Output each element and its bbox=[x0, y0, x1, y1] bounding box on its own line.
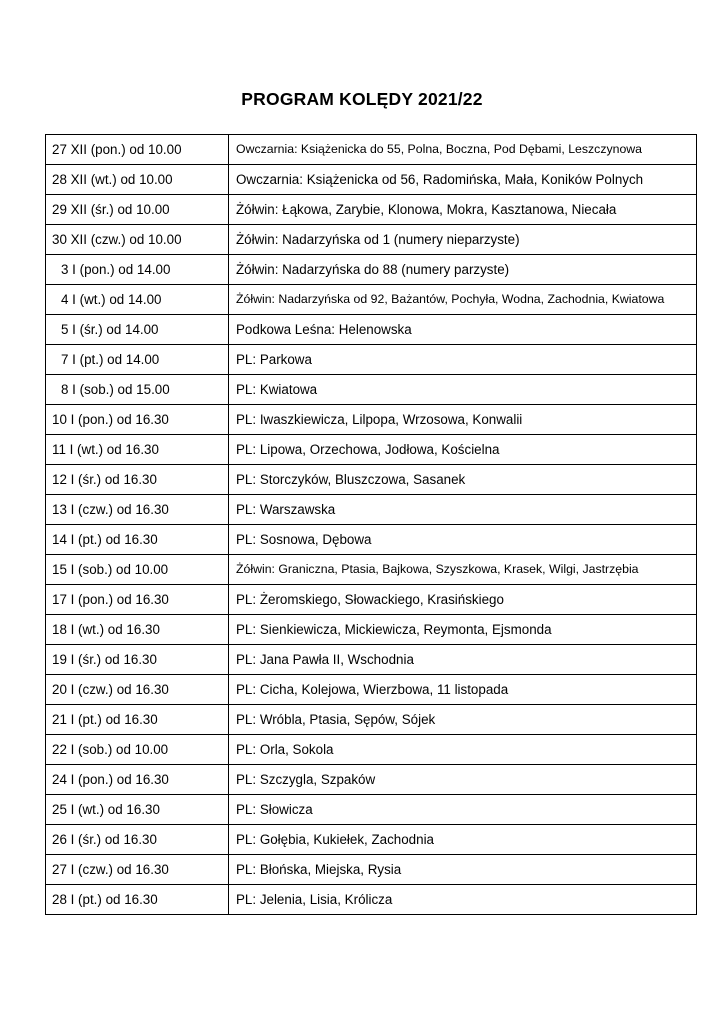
streets-cell: Żółwin: Nadarzyńska do 88 (numery parzyste) bbox=[229, 255, 697, 285]
streets-cell: Podkowa Leśna: Helenowska bbox=[229, 315, 697, 345]
streets-cell: PL: Sienkiewicza, Mickiewicza, Reymonta, Ejsmonda bbox=[229, 615, 697, 645]
date-cell: 15 I (sob.) od 10.00 bbox=[46, 555, 229, 585]
streets-cell: PL: Gołębia, Kukiełek, Zachodnia bbox=[229, 825, 697, 855]
streets-cell: PL: Wróbla, Ptasia, Sępów, Sójek bbox=[229, 705, 697, 735]
table-row bbox=[46, 435, 697, 465]
date-cell: 29 XII (śr.) od 10.00 bbox=[46, 195, 229, 225]
table-row bbox=[46, 765, 697, 795]
date-cell: 3 I (pon.) od 14.00 bbox=[46, 255, 229, 285]
streets-cell: PL: Lipowa, Orzechowa, Jodłowa, Kościelna bbox=[229, 435, 697, 465]
schedule-table bbox=[45, 134, 697, 915]
table-row bbox=[46, 615, 697, 645]
date-cell: 18 I (wt.) od 16.30 bbox=[46, 615, 229, 645]
date-cell: 13 I (czw.) od 16.30 bbox=[46, 495, 229, 525]
date-cell: 14 I (pt.) od 16.30 bbox=[46, 525, 229, 555]
streets-cell: PL: Słowicza bbox=[229, 795, 697, 825]
table-row bbox=[46, 585, 697, 615]
streets-cell: PL: Warszawska bbox=[229, 495, 697, 525]
date-cell: 25 I (wt.) od 16.30 bbox=[46, 795, 229, 825]
page-title: PROGRAM KOLĘDY 2021/22 bbox=[241, 89, 483, 109]
date-cell: 20 I (czw.) od 16.30 bbox=[46, 675, 229, 705]
table-row bbox=[46, 795, 697, 825]
date-cell: 17 I (pon.) od 16.30 bbox=[46, 585, 229, 615]
date-cell: 10 I (pon.) od 16.30 bbox=[46, 405, 229, 435]
table-row bbox=[46, 315, 697, 345]
table-row bbox=[46, 885, 697, 915]
date-cell: 8 I (sob.) od 15.00 bbox=[46, 375, 229, 405]
date-cell: 21 I (pt.) od 16.30 bbox=[46, 705, 229, 735]
streets-cell: PL: Błońska, Miejska, Rysia bbox=[229, 855, 697, 885]
table-row bbox=[46, 285, 697, 315]
table-row bbox=[46, 375, 697, 405]
table-row bbox=[46, 705, 697, 735]
table-row bbox=[46, 255, 697, 285]
streets-cell: Żółwin: Nadarzyńska od 1 (numery nieparzyste) bbox=[229, 225, 697, 255]
table-row bbox=[46, 195, 697, 225]
date-cell: 12 I (śr.) od 16.30 bbox=[46, 465, 229, 495]
table-row bbox=[46, 165, 697, 195]
streets-cell: PL: Parkowa bbox=[229, 345, 697, 375]
streets-cell: PL: Jana Pawła II, Wschodnia bbox=[229, 645, 697, 675]
table-row bbox=[46, 345, 697, 375]
table-row bbox=[46, 405, 697, 435]
streets-cell: PL: Sosnowa, Dębowa bbox=[229, 525, 697, 555]
date-cell: 27 XII (pon.) od 10.00 bbox=[46, 135, 229, 165]
table-row bbox=[46, 225, 697, 255]
streets-cell: Żółwin: Graniczna, Ptasia, Bajkowa, Szyszkowa, Krasek, Wilgi, Jastrzębia bbox=[229, 555, 697, 585]
table-row bbox=[46, 495, 697, 525]
table-row bbox=[46, 675, 697, 705]
streets-cell: PL: Storczyków, Bluszczowa, Sasanek bbox=[229, 465, 697, 495]
date-cell: 4 I (wt.) od 14.00 bbox=[46, 285, 229, 315]
streets-cell: Owczarnia: Książenicka od 56, Radomińska, Mała, Koników Polnych bbox=[229, 165, 697, 195]
table-row bbox=[46, 135, 697, 165]
streets-cell: PL: Orla, Sokola bbox=[229, 735, 697, 765]
date-cell: 5 I (śr.) od 14.00 bbox=[46, 315, 229, 345]
date-cell: 27 I (czw.) od 16.30 bbox=[46, 855, 229, 885]
streets-cell: Żółwin: Nadarzyńska od 92, Bażantów, Pochyła, Wodna, Zachodnia, Kwiatowa bbox=[229, 285, 697, 315]
table-row bbox=[46, 465, 697, 495]
table-row bbox=[46, 825, 697, 855]
date-cell: 24 I (pon.) od 16.30 bbox=[46, 765, 229, 795]
table-row bbox=[46, 735, 697, 765]
streets-cell: PL: Żeromskiego, Słowackiego, Krasińskiego bbox=[229, 585, 697, 615]
date-cell: 30 XII (czw.) od 10.00 bbox=[46, 225, 229, 255]
date-cell: 11 I (wt.) od 16.30 bbox=[46, 435, 229, 465]
streets-cell: PL: Jelenia, Lisia, Królicza bbox=[229, 885, 697, 915]
streets-cell: PL: Cicha, Kolejowa, Wierzbowa, 11 listopada bbox=[229, 675, 697, 705]
date-cell: 19 I (śr.) od 16.30 bbox=[46, 645, 229, 675]
streets-cell: Owczarnia: Książenicka do 55, Polna, Boczna, Pod Dębami, Leszczynowa bbox=[229, 135, 697, 165]
streets-cell: PL: Szczygla, Szpaków bbox=[229, 765, 697, 795]
streets-cell: Żółwin: Łąkowa, Zarybie, Klonowa, Mokra, Kasztanowa, Niecała bbox=[229, 195, 697, 225]
date-cell: 22 I (sob.) od 10.00 bbox=[46, 735, 229, 765]
streets-cell: PL: Kwiatowa bbox=[229, 375, 697, 405]
date-cell: 26 I (śr.) od 16.30 bbox=[46, 825, 229, 855]
table-row bbox=[46, 525, 697, 555]
streets-cell: PL: Iwaszkiewicza, Lilpopa, Wrzosowa, Konwalii bbox=[229, 405, 697, 435]
date-cell: 28 I (pt.) od 16.30 bbox=[46, 885, 229, 915]
schedule-table-body bbox=[46, 135, 697, 915]
date-cell: 28 XII (wt.) od 10.00 bbox=[46, 165, 229, 195]
table-row bbox=[46, 645, 697, 675]
table-row bbox=[46, 555, 697, 585]
date-cell: 7 I (pt.) od 14.00 bbox=[46, 345, 229, 375]
table-row bbox=[46, 855, 697, 885]
